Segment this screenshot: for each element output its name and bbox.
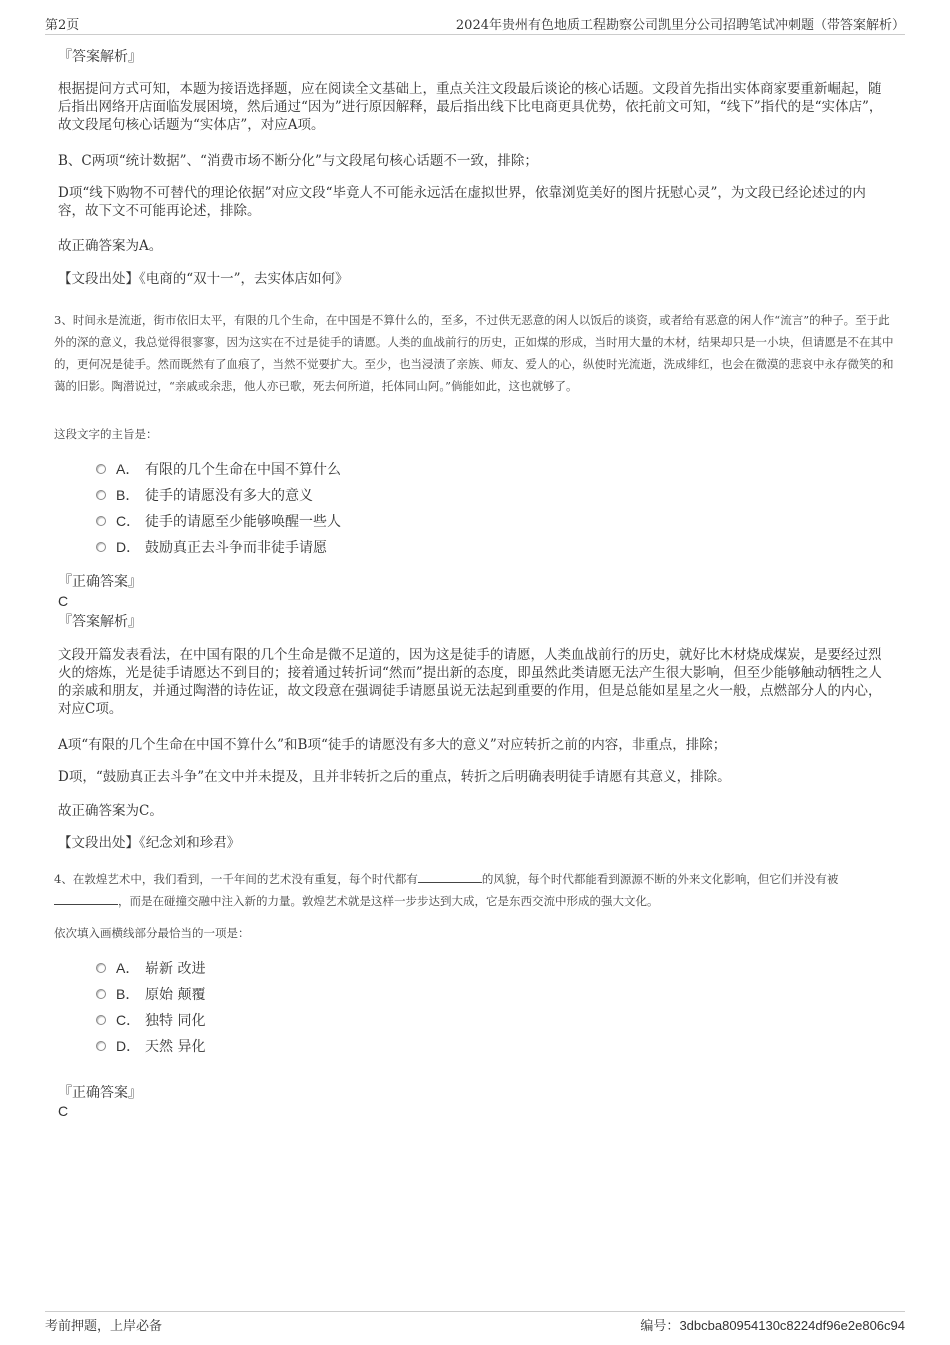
option-letter: D． — [116, 1038, 141, 1054]
analysis-conclusion: 故正确答案为C。 — [58, 803, 163, 819]
option-letter: A． — [116, 461, 140, 477]
document-title: 2024年贵州有色地质工程勘察公司凯里分公司招聘笔试冲刺题（带答案解析） — [455, 18, 905, 33]
option-text: 崭新 改进 — [145, 961, 206, 977]
option-b[interactable] — [96, 482, 341, 508]
radio-button[interactable] — [96, 989, 106, 999]
option-d[interactable] — [96, 1033, 205, 1059]
question-3-prompt: 这段文字的主旨是： — [54, 427, 158, 441]
analysis-label: 『答案解析』 — [58, 49, 142, 65]
option-b[interactable] — [96, 981, 205, 1007]
option-a[interactable] — [96, 456, 341, 482]
analysis-paragraph: 文段开篇发表看法，在中国有限的几个生命是微不足道的，因为这是徒手的请愿，人类血战前行的历史，就好比木材烧成煤炭，是要经过烈火的熔炼，光是徒手请愿达不到目的；接着通过转折词“然而”提出新的态度，即虽然此类请愿无法产生很大影响，但至少能够触动牺牲之人的亲戚和朋友，并通过陶潜的诗佐证，故文段意在强调徒手请愿虽说无法起到重要的作用，但是总能如星星之火一般，点燃部分人的内心，对应C项。 — [58, 647, 882, 717]
question-3-options — [96, 456, 341, 560]
radio-button[interactable] — [96, 1041, 106, 1051]
option-a[interactable] — [96, 955, 205, 981]
analysis-paragraph: A项“有限的几个生命在中国不算什么”和B项“徒手的请愿没有多大的意义”对应转折之前的内容，非重点，排除； — [58, 737, 727, 753]
option-c[interactable] — [96, 1007, 205, 1033]
option-letter: A． — [116, 960, 140, 976]
option-letter: D． — [116, 539, 141, 555]
correct-answer-label: 『正确答案』 — [58, 1085, 142, 1101]
footer-slogan: 考前押题，上岸必备 — [45, 1319, 163, 1334]
question-4-options — [96, 955, 205, 1059]
fill-in-blank — [54, 892, 118, 905]
option-letter: C． — [116, 1012, 141, 1028]
page-footer — [45, 1311, 905, 1334]
document-code: 编号：3dbcba80954130c8224df96e2e806c94 — [640, 1318, 905, 1334]
correct-answer: C — [58, 1103, 69, 1119]
analysis-paragraph: B、C两项“统计数据”、“消费市场不断分化”与文段尾句核心话题不一致，排除； — [58, 153, 538, 169]
radio-button[interactable] — [96, 542, 106, 552]
option-letter: B． — [116, 986, 140, 1002]
radio-button[interactable] — [96, 490, 106, 500]
question-4-prompt: 依次填入画横线部分最恰当的一项是： — [54, 926, 250, 940]
option-d[interactable] — [96, 534, 341, 560]
passage-source: 【文段出处】《纪念刘和珍君》 — [58, 835, 241, 851]
option-text: 天然 异化 — [145, 1039, 206, 1055]
radio-button[interactable] — [96, 516, 106, 526]
radio-button[interactable] — [96, 1015, 106, 1025]
radio-button[interactable] — [96, 464, 106, 474]
analysis-conclusion: 故正确答案为A。 — [58, 238, 163, 254]
correct-answer-label: 『正确答案』 — [58, 574, 142, 590]
analysis-paragraph: D项“线下购物不可替代的理论依据”对应文段“毕竟人不可能永远活在虚拟世界，依靠浏览美好的图片抚慰心灵”，为文段已经论述过的内容，故下文不可能再论述，排除。 — [58, 185, 866, 219]
fill-in-blank — [418, 870, 482, 883]
option-letter: C． — [116, 513, 141, 529]
question-4-text: 4、在敦煌艺术中，我们看到，一千年间的艺术没有重复，每个时代都有 的风貌，每个时代都能看到源源不断的外来文化影响，但它们并没有被，而是在碰撞交融中注入新的力量。敦煌艺术就是这样一步步达到大成，它是东西交流中形成的强大文化。 — [54, 872, 839, 908]
analysis-paragraph: D项，“鼓励真正去斗争”在文中并未提及，且并非转折之后的重点，转折之后明确表明徒手请愿有其意义，排除。 — [58, 769, 731, 785]
passage-source: 【文段出处】《电商的“双十一”，去实体店如何》 — [58, 271, 349, 287]
option-c[interactable] — [96, 508, 341, 534]
option-text: 徒手的请愿没有多大的意义 — [145, 488, 313, 504]
option-text: 独特 同化 — [145, 1013, 206, 1029]
page-header — [45, 14, 905, 35]
page-number: 第2页 — [45, 18, 80, 33]
option-text: 原始 颠覆 — [145, 987, 206, 1003]
option-text: 鼓励真正去斗争而非徒手请愿 — [145, 540, 327, 556]
correct-answer: C — [58, 593, 69, 609]
question-3-text: 3、时间永是流逝，街市依旧太平，有限的几个生命，在中国是不算什么的，至多，不过供无恶意的闲人以饭后的谈资，或者给有恶意的闲人作“流言”的种子。至于此外的深的意义，我总觉得很寥寥，因为这实在不过是徒手的请愿。人类的血战前行的历史，正如煤的形成，当时用大量的木材，结果却只是一小块，但请愿是不在其中的，更何况是徒手。然而既然有了血痕了，当然不觉要扩大。至少，也当浸渍了亲族、师友、爱人的心，纵使时光流逝，洗成绯红，也会在微漠的悲哀中永存微笑的和蔼的旧影。陶潜说过，“亲戚或余悲，他人亦已歌，死去何所道，托体同山阿。”倘能如此，这也就够了。 — [54, 313, 894, 393]
analysis-label: 『答案解析』 — [58, 614, 142, 630]
analysis-paragraph: 根据提问方式可知，本题为接语选择题，应在阅读全文基础上，重点关注文段最后谈论的核心话题。文段首先指出实体商家要重新崛起，随后指出网络开店面临发展困境，然后通过“因为”进行原因解释，最后指出线下比电商更具优势，依托前文可知，“线下”指代的是“实体店”，故文段尾句核心话题为“实体店”，对应A项。 — [58, 81, 883, 133]
option-letter: B． — [116, 487, 140, 503]
radio-button[interactable] — [96, 963, 106, 973]
option-text: 徒手的请愿至少能够唤醒一些人 — [145, 514, 341, 530]
option-text: 有限的几个生命在中国不算什么 — [145, 462, 341, 478]
